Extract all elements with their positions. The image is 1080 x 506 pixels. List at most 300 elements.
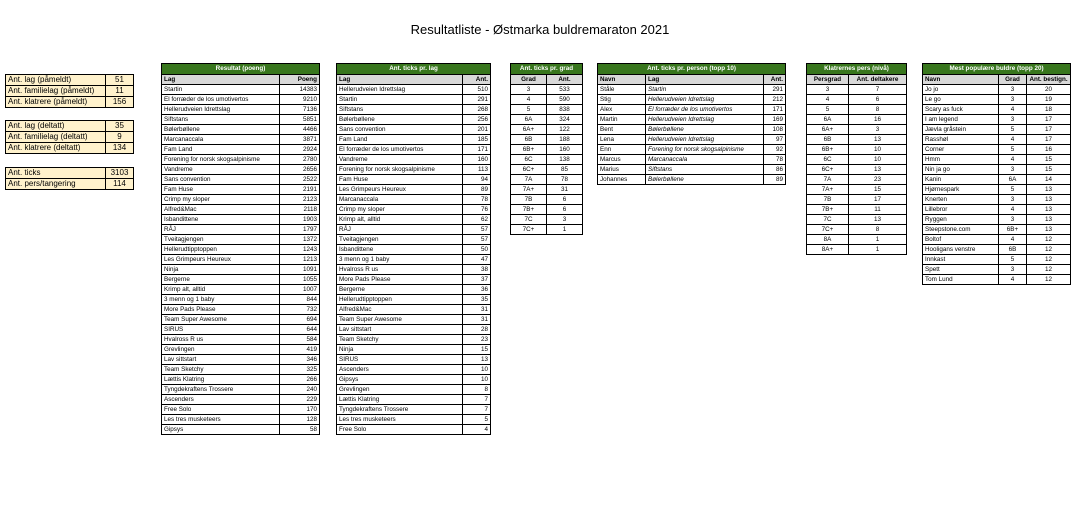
table-cell: 3 [547,215,583,225]
column-header: Ant. [547,75,583,85]
table-cell: 6A [807,115,849,125]
table-title: Resultat (poeng) [162,64,320,75]
table-cell: 201 [463,125,491,135]
table-row [598,85,786,95]
table-cell: 58 [280,425,320,435]
table-populaere [922,63,1071,285]
table-cell: Hjørnespark [923,185,999,195]
table-row [598,95,786,105]
table-row [807,105,907,115]
table-cell: 8A [807,235,849,245]
table-cell: 31 [463,305,491,315]
table-cell: Corner [923,145,999,155]
table-cell: 20 [1027,85,1071,95]
table-cell: Crimp my sloper [162,195,280,205]
table-cell: Les tres musketeers [337,415,463,425]
table-cell: Forening for norsk skogsalpinisme [646,145,764,155]
table-title: Ant. ticks pr. lag [337,64,491,75]
table-cell: 19 [1027,95,1071,105]
table-cell: 256 [463,115,491,125]
table-cell: 4 [999,275,1027,285]
summary-label: Ant. pers/tangering [6,179,106,190]
table-cell: Fam Land [337,135,463,145]
table-cell: 3871 [280,135,320,145]
table-cell: Startin [162,85,280,95]
table-row [511,125,583,135]
table-cell: 5 [999,145,1027,155]
table-cell: 47 [463,255,491,265]
table-cell: 6 [547,195,583,205]
table-cell: 6A+ [807,125,849,135]
table-row [598,155,786,165]
table-cell: I am legend [923,115,999,125]
table-row [337,265,491,275]
table-cell: 4 [511,95,547,105]
table-cell: 17 [1027,115,1071,125]
table-row [162,145,320,155]
table-row [337,105,491,115]
table-row [337,375,491,385]
table-cell: Startin [646,85,764,95]
summary-value: 11 [106,86,134,97]
table-cell: Krimp alt, alltid [162,285,280,295]
table-cell: Forening for norsk skogsalpinisme [162,155,280,165]
table-cell: 3 [999,215,1027,225]
table-row [162,415,320,425]
table-cell: Lættis Klatring [337,395,463,405]
table-cell: Alex [598,105,646,115]
table-cell: 31 [463,315,491,325]
table-cell: 171 [463,145,491,155]
table-row [162,315,320,325]
table-row [598,125,786,135]
table-cell: More Pads Please [337,275,463,285]
table-cell: 6 [547,205,583,215]
table-cell: 4 [807,95,849,105]
table-cell: 694 [280,315,320,325]
table-cell: RÅJ [162,225,280,235]
summary-label: Ant. klatrere (påmeldt) [6,97,106,108]
table-cell: 13 [463,355,491,365]
table-row [162,265,320,275]
table-cell: Lav sittstart [337,325,463,335]
table-row [511,165,583,175]
summary-value: 35 [106,121,134,132]
table-cell: More Pads Please [162,305,280,315]
table-cell: 1007 [280,285,320,295]
table-cell: 1 [849,235,907,245]
table-cell: 7 [849,85,907,95]
table-row [162,405,320,415]
table-row [807,185,907,195]
page-title: Resultatliste - Østmarka buldremaraton 2021 [410,22,670,37]
table-row [162,275,320,285]
table-title: Mest populære buldre (topp 20) [923,64,1071,75]
table-cell: 31 [547,185,583,195]
table-row [923,155,1071,165]
column-header: Poeng [280,75,320,85]
table-cell: Team Super Awesome [162,315,280,325]
table-cell: 94 [463,175,491,185]
table-cell: 23 [463,335,491,345]
table-cell: 13 [1027,205,1071,215]
table-row [511,115,583,125]
column-header: Navn [598,75,646,85]
table-row [807,245,907,255]
column-header: Ant. bestign. [1027,75,1071,85]
table-row [337,385,491,395]
table-cell: Les Grimpeurs Heureux [337,185,463,195]
table-cell: 14383 [280,85,320,95]
table-cell: Marcus [598,155,646,165]
table-cell: 5 [999,185,1027,195]
column-header: Grad [999,75,1027,85]
table-row [923,165,1071,175]
table-cell: 7C [807,215,849,225]
table-row [807,195,907,205]
table-row [337,335,491,345]
table-row [807,115,907,125]
table-cell: 35 [463,295,491,305]
table-cell: 128 [280,415,320,425]
table-cell: Marcanaccala [337,195,463,205]
summary-row [6,97,134,108]
table-cell: 2118 [280,205,320,215]
table-cell: 2924 [280,145,320,155]
table-row [162,195,320,205]
table-cell: Hvalross R us [337,265,463,275]
table-row [162,255,320,265]
table-cell: 28 [463,325,491,335]
table-row [337,345,491,355]
table-cell: 6C+ [807,165,849,175]
table-cell: Gipsys [337,375,463,385]
table-cell: Fam Huse [162,185,280,195]
table-cell: 13 [849,165,907,175]
table-cell: Vandreme [337,155,463,165]
table-cell: 13 [849,135,907,145]
table-row [337,395,491,405]
table-cell: 1797 [280,225,320,235]
table-row [807,165,907,175]
table-cell: Hellerudtipptoppen [337,295,463,305]
table-cell: 4 [999,155,1027,165]
table-row [337,305,491,315]
table-cell: Bent [598,125,646,135]
table-cell: Bølerbøllene [646,125,764,135]
table-cell: 7B [807,195,849,205]
table-cell: 16 [849,115,907,125]
table-row [337,235,491,245]
table-cell: 5851 [280,115,320,125]
table-cell: Kanin [923,175,999,185]
table-cell: 590 [547,95,583,105]
table-cell: 291 [463,95,491,105]
column-header: Ant. [764,75,786,85]
table-cell: Siftstans [646,165,764,175]
table-cell: 185 [463,135,491,145]
summary-row [6,179,134,190]
table-cell: 6B [807,135,849,145]
table-cell: 7C [511,215,547,225]
table-cell: Les Grimpeurs Heureux [162,255,280,265]
table-row [598,105,786,115]
table-cell: El forræder de los umotivertos [337,145,463,155]
table-cell: 16 [1027,145,1071,155]
table-row [807,145,907,155]
table-row [337,425,491,435]
table-ticks-lag [336,63,491,435]
table-cell: 78 [764,155,786,165]
table-cell: Lillebror [923,205,999,215]
table-cell: 36 [463,285,491,295]
table-cell: 122 [547,125,583,135]
column-header: Ant. [463,75,491,85]
table-cell: 7B [511,195,547,205]
table-row [337,315,491,325]
table-cell: Johannes [598,175,646,185]
summary-label: Ant. lag (deltatt) [6,121,106,132]
table-cell: El forræder de los umotivertos [646,105,764,115]
table-row [923,255,1071,265]
table-row [162,365,320,375]
table-row [807,215,907,225]
table-cell: 6B+ [999,225,1027,235]
table-cell: 37 [463,275,491,285]
table-cell: Sans convention [162,175,280,185]
table-cell: Marcanaccala [162,135,280,145]
table-row [337,415,491,425]
table-row [598,145,786,155]
table-cell: 13 [849,215,907,225]
table-cell: Hooligans venstre [923,245,999,255]
table-cell: 10 [849,155,907,165]
table-cell: 13 [1027,225,1071,235]
table-row [923,135,1071,145]
table-cell: Scary as fuck [923,105,999,115]
table-cell: 15 [1027,165,1071,175]
table-cell: Forening for norsk skogsalpinisme [337,165,463,175]
table-row [511,195,583,205]
table-row [598,115,786,125]
table-ticks-person [597,63,786,185]
table-cell: 171 [764,105,786,115]
table-row [511,225,583,235]
table-cell: 17 [1027,125,1071,135]
table-resultat [161,63,320,435]
summary-label: Ant. lag (påmeldt) [6,75,106,86]
table-row [923,205,1071,215]
table-cell: Bergerne [162,275,280,285]
table-cell: 188 [547,135,583,145]
table-cell: 7B+ [511,205,547,215]
table-row [337,325,491,335]
table-cell: Tom Lund [923,275,999,285]
table-row [337,85,491,95]
table-cell: Hellerudveien Idrettslag [646,135,764,145]
table-cell: 4 [999,135,1027,145]
table-cell: Free Solo [337,425,463,435]
summary-table [5,167,134,190]
table-cell: 6C+ [511,165,547,175]
table-cell: 18 [1027,105,1071,115]
table-row [337,95,491,105]
table-cell: Siftstans [337,105,463,115]
table-cell: 13 [1027,195,1071,205]
summary-table [5,120,134,154]
table-row [337,195,491,205]
table-cell: 2656 [280,165,320,175]
table-cell: 7C+ [511,225,547,235]
table-row [923,225,1071,235]
summary-value: 156 [106,97,134,108]
table-cell: 7A [807,175,849,185]
table-cell: Ninja [162,265,280,275]
table-cell: Innkast [923,255,999,265]
table-cell: 89 [463,185,491,195]
table-row [511,135,583,145]
table-cell: Isbandittene [337,245,463,255]
table-row [511,185,583,195]
table-cell: 78 [463,195,491,205]
table-cell: 229 [280,395,320,405]
table-cell: 2780 [280,155,320,165]
table-cell: Jo jo [923,85,999,95]
table-cell: 8 [849,105,907,115]
table-row [162,155,320,165]
table-row [162,325,320,335]
summary-row [6,86,134,97]
table-cell: 3 [999,85,1027,95]
table-cell: 3 [807,85,849,95]
table-cell: Lav sittstart [162,355,280,365]
table-row [162,425,320,435]
table-row [337,295,491,305]
summary-row [6,168,134,179]
table-cell: 138 [547,155,583,165]
table-cell: 9210 [280,95,320,105]
table-cell: 3 menn og 1 baby [337,255,463,265]
table-cell: SIRUS [337,355,463,365]
table-row [511,85,583,95]
table-cell: 7B+ [807,205,849,215]
table-cell: 533 [547,85,583,95]
table-cell: Team Sketchy [162,365,280,375]
table-cell: Free Solo [162,405,280,415]
table-cell: Fam Huse [337,175,463,185]
table-cell: 3 menn og 1 baby [162,295,280,305]
table-cell: 1903 [280,215,320,225]
table-cell: Lættis Klatring [162,375,280,385]
table-cell: Nin ja go [923,165,999,175]
table-cell: 3 [999,115,1027,125]
column-header: Ant. deltakere [849,75,907,85]
table-cell: Sans convention [337,125,463,135]
table-cell: Fam Land [162,145,280,155]
table-title: Klatrernes pers (nivå) [807,64,907,75]
table-cell: 6C [511,155,547,165]
table-row [807,175,907,185]
table-cell: 5 [807,105,849,115]
table-row [923,95,1071,105]
table-cell: SIRUS [162,325,280,335]
table-cell: 3 [849,125,907,135]
table-title: Ant. ticks pr. grad [511,64,583,75]
table-cell: 268 [463,105,491,115]
table-row [162,225,320,235]
table-cell: 5 [999,255,1027,265]
table-row [337,255,491,265]
column-header: Lag [646,75,764,85]
table-cell: Hvalross R us [162,335,280,345]
table-cell: Ascenders [337,365,463,375]
table-row [162,85,320,95]
table-cell: 4 [463,425,491,435]
table-cell: Startin [337,95,463,105]
summary-label: Ant. familielag (påmeldt) [6,86,106,97]
table-cell: 10 [463,375,491,385]
table-cell: 13 [1027,215,1071,225]
table-row [162,165,320,175]
table-row [162,205,320,215]
table-row [511,145,583,155]
table-row [337,155,491,165]
table-row [511,205,583,215]
table-cell: Hellerudtipptoppen [162,245,280,255]
table-cell: 5 [999,125,1027,135]
table-cell: 6B+ [807,145,849,155]
table-cell: 86 [764,165,786,175]
table-cell: 23 [849,175,907,185]
table-cell: Ninja [337,345,463,355]
table-row [337,405,491,415]
table-row [598,165,786,175]
table-cell: 844 [280,295,320,305]
table-cell: Tyngdekraftens Trossere [162,385,280,395]
table-cell: RÅJ [337,225,463,235]
table-row [337,115,491,125]
table-row [923,265,1071,275]
table-cell: Bølerbøllene [162,125,280,135]
table-cell: Marcanaccala [646,155,764,165]
table-row [162,105,320,115]
table-row [807,135,907,145]
table-cell: Grevlingen [162,345,280,355]
table-cell: 15 [849,185,907,195]
table-cell: 62 [463,215,491,225]
table-cell: 2191 [280,185,320,195]
table-cell: 160 [547,145,583,155]
table-cell: 113 [463,165,491,175]
table-cell: Bergerne [337,285,463,295]
table-cell: 584 [280,335,320,345]
table-row [598,135,786,145]
table-cell: 7 [463,405,491,415]
table-row [807,205,907,215]
table-cell: Lena [598,135,646,145]
table-row [807,235,907,245]
table-cell: Martin [598,115,646,125]
column-header: Persgrad [807,75,849,85]
table-cell: Stig [598,95,646,105]
table-cell: Les tres musketeers [162,415,280,425]
table-row [923,245,1071,255]
table-cell: 838 [547,105,583,115]
table-cell: 12 [1027,235,1071,245]
table-cell: Ståle [598,85,646,95]
table-cell: Tveitagjengen [337,235,463,245]
summary-label: Ant. ticks [6,168,106,179]
